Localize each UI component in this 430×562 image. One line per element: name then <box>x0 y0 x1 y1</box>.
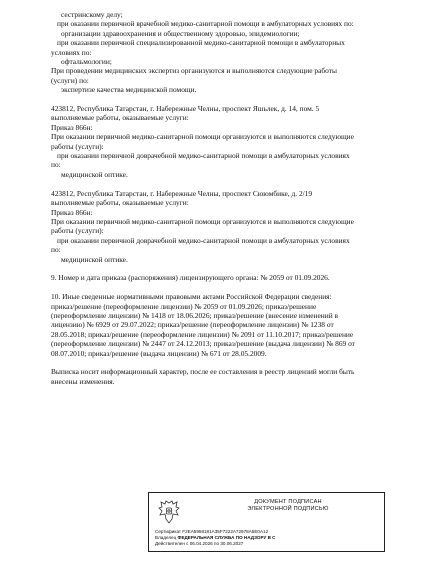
text-line: выполняемые работы, оказываемые услуги: <box>51 198 189 208</box>
stamp-title-line2: ЭЛЕКТРОННОЙ ПОДПИСЬЮ <box>247 506 329 512</box>
text-line: Приказ 866н: <box>51 207 93 217</box>
stamp-validity <box>155 541 243 546</box>
text-line: (услуги) по: <box>51 75 89 85</box>
text-line: (переоформление лицензии) № 2447 от 24.12.2013; приказ/решение (выдача лицензии) № 869 от <box>51 339 355 349</box>
text-line: 9. Номер и дата приказа (распоряжения) лицензирующего органа: № 2059 от 01.09.2026. <box>51 273 330 283</box>
text-line: выполняемые работы, оказываемые услуги: <box>51 113 189 123</box>
text-line: условиях по: <box>51 47 92 57</box>
text-line: сестринскому делу; <box>61 10 123 19</box>
text-line: внесены изменения. <box>51 376 115 386</box>
text-line: 423812, Республика Татарстан, г. Набережные Челны, проспект Сююмбике, д. 2/19 <box>51 188 313 198</box>
text-line: 08.07.2010; приказ/решение (выдача лицензии) № 671 от 28.05.2009. <box>51 348 267 358</box>
stamp-title <box>193 499 383 513</box>
valid-label: Действителен <box>155 541 185 546</box>
owner-value: ФЕДЕРАЛЬНАЯ СЛУЖБА ПО НАДЗОРУ В С <box>177 535 276 540</box>
text-line: по: <box>51 245 61 255</box>
text-line: При оказании первичной медико-санитарной помощи организуются и выполняются следующие <box>51 132 354 142</box>
stamp-owner <box>155 535 276 540</box>
document-body <box>51 10 411 386</box>
text-line: работы (услуги): <box>51 226 104 236</box>
coat-of-arms-icon <box>157 499 181 525</box>
stamp-certificate <box>155 529 268 534</box>
text-line: работы (услуги): <box>51 141 104 151</box>
blank-line <box>51 264 411 273</box>
blank-line <box>51 283 411 292</box>
text-line: при оказании первичной доврачебной медико-санитарной помощи в амбулаторных условиях <box>57 235 350 245</box>
text-line: (переоформление лицензии) № 1418 от 18.06.2026; приказ/решение (внесение изменений в <box>51 310 339 320</box>
text-line: при оказании первичной доврачебной медико-санитарной помощи в амбулаторных условиях <box>57 151 350 161</box>
cert-value: F2EA5958181A35F7222A72978A5E0A12 <box>182 529 269 534</box>
e-signature-stamp <box>148 492 385 552</box>
text-line: 28.05.2018; приказ/решение (переоформление лицензии) № 2091 от 11.10.2017; приказ/решение <box>51 329 354 339</box>
text-line: лицензию) № 6929 от 29.07.2022; приказ/решение (переоформление лицензии) № 1238 от <box>51 320 334 330</box>
text-line: при оказании первичной специализированной медико-санитарной помощи в амбулаторных <box>57 38 345 48</box>
blank-line <box>51 179 411 188</box>
text-line: При оказании первичной медико-санитарной помощи организуются и выполняются следующие <box>51 216 354 226</box>
text-line: Выписка носит информационный характер, после ее составления в реестр лицензий могли быть <box>51 367 355 377</box>
text-line: медицинской оптике. <box>61 169 128 179</box>
text-line: организации здравоохранения и общественному здоровью, эпидемиологии; <box>61 28 300 38</box>
text-line: при оказании первичной врачебной медико-санитарной помощи в амбулаторных условиях по: <box>57 19 354 29</box>
text-line: по: <box>51 160 61 170</box>
stamp-title-line1: ДОКУМЕНТ ПОДПИСАН <box>254 499 322 505</box>
text-line: экспертизе качества медицинской помощи. <box>61 85 197 95</box>
text-line: приказ/решение (переоформление лицензии) № 2059 от 01.09.2026; приказ/решение <box>51 301 317 311</box>
owner-label: Владелец <box>155 535 177 540</box>
text-line: 423812, Республика Татарстан, г. Набережные Челны, проспект Яшьлек, д. 14, пом. 5 <box>51 104 320 114</box>
text-line: При проведении медицинских экспертиз организуются и выполняются следующие работы <box>51 66 337 76</box>
blank-line <box>51 358 411 367</box>
valid-value: с 06.04.2026 по 30.06.2027 <box>186 541 244 546</box>
text-line: офтальмологии; <box>61 57 112 67</box>
blank-line <box>51 95 411 104</box>
cert-label: Сертификат <box>155 529 182 534</box>
text-line: 10. Иные сведенные нормативными правовыми актами Российской Федерации сведения: <box>51 292 332 302</box>
text-line: Приказ 866н: <box>51 122 93 132</box>
text-line: медицинской оптике. <box>61 254 128 264</box>
